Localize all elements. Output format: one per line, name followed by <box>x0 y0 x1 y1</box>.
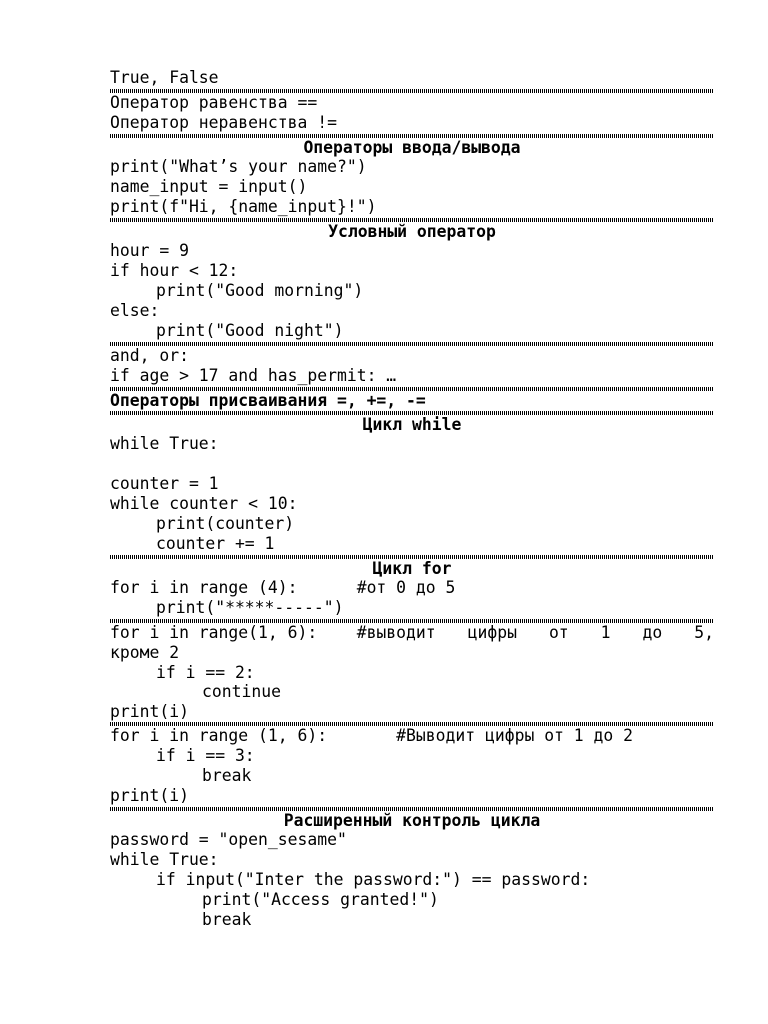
while-heading: Цикл while <box>362 415 462 434</box>
booleans-line: True, False <box>110 68 219 87</box>
code-line: while True: <box>110 850 219 869</box>
code-fragment: 5, <box>694 623 714 642</box>
code-line: else: <box>110 301 160 320</box>
code-line: while counter < 10: <box>110 494 298 513</box>
wrapped-comment-line: кроме 2 <box>110 643 180 662</box>
code-fragment: цифры <box>467 623 517 642</box>
code-line: break <box>202 910 252 929</box>
code-line: break <box>202 766 252 785</box>
code-fragment: 1 <box>600 623 611 642</box>
code-line: if input("Inter the password:") == password: <box>156 870 591 889</box>
justified-comment-line <box>110 623 714 643</box>
code-line: print(i) <box>110 701 189 721</box>
code-line: print("What’s your name?") <box>110 157 367 176</box>
code-line: hour = 9 <box>110 241 189 260</box>
code-line: for i in range (4): #от 0 до 5 <box>110 578 456 597</box>
code-line: print(counter) <box>156 514 295 533</box>
code-line: if i == 2: <box>156 662 255 682</box>
code-fragment: от <box>548 623 569 642</box>
code-fragment: for i in range(1, 6): #выводит <box>110 623 436 642</box>
code-line: if hour < 12: <box>110 261 239 280</box>
code-fragment: до <box>642 623 663 642</box>
code-line: print("Good night") <box>156 321 344 340</box>
code-line: print(i) <box>110 786 189 805</box>
logical-operators-line: and, or: <box>110 346 189 365</box>
loop-control-heading: Расширенный контроль цикла <box>283 811 541 830</box>
equality-operator-line: Оператор равенства == <box>110 93 318 112</box>
code-line: print(f"Hi, {name_input}!") <box>110 197 377 216</box>
io-heading: Операторы ввода/вывода <box>303 138 521 157</box>
code-line: while True: <box>110 434 219 453</box>
code-line: print("*****-----") <box>156 598 344 617</box>
conditional-heading: Условный оператор <box>328 222 496 241</box>
inequality-operator-line: Оператор неравенства != <box>110 113 337 132</box>
for-heading: Цикл for <box>372 559 452 578</box>
code-line: continue <box>202 682 281 701</box>
code-line: password = "open_sesame" <box>110 830 347 849</box>
document-page <box>110 68 714 930</box>
code-line: counter += 1 <box>156 534 275 553</box>
code-line: print("Good morning") <box>156 281 364 300</box>
code-line: counter = 1 <box>110 474 219 493</box>
code-line: name_input = input() <box>110 177 308 196</box>
code-line: if age > 17 and has_permit: … <box>110 366 397 385</box>
code-line: if i == 3: <box>156 746 255 765</box>
code-line: print("Access granted!") <box>202 890 439 909</box>
code-line: for i in range (1, 6): #Выводит цифры от 1 до 2 <box>110 726 634 745</box>
assignment-heading: Операторы присваивания =, +=, -= <box>110 391 426 410</box>
blank-line <box>110 454 714 474</box>
